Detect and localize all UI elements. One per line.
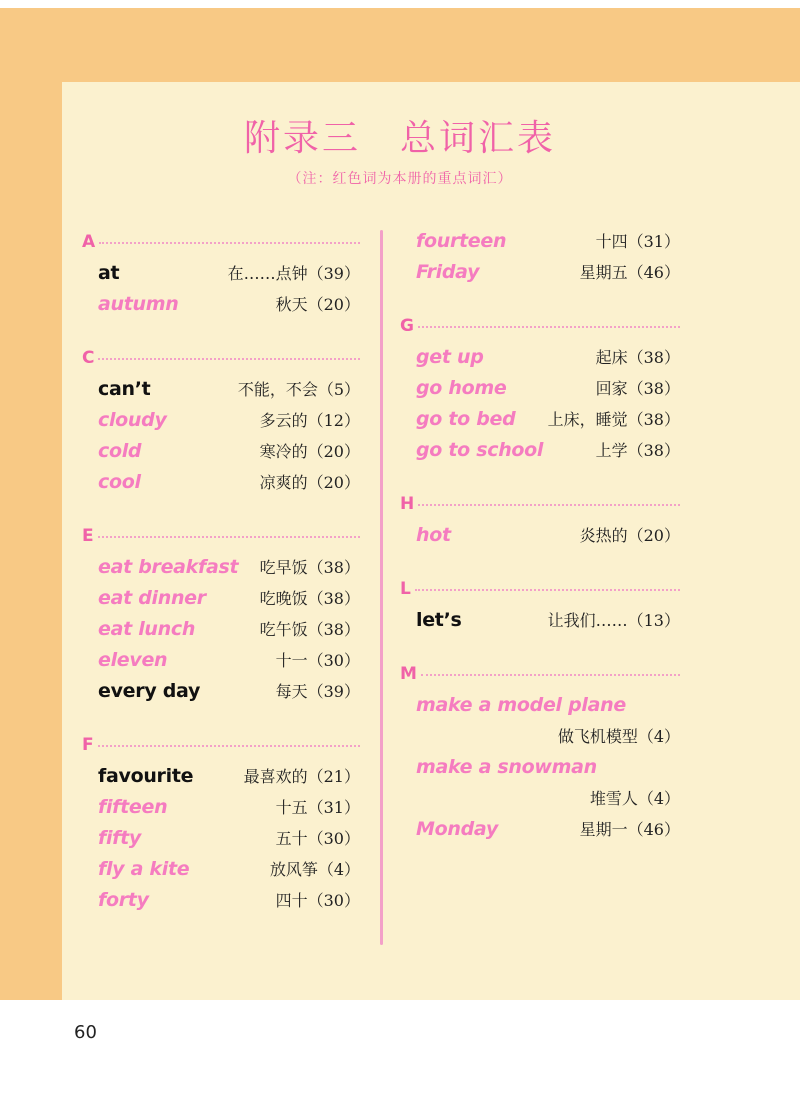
section-header	[400, 488, 680, 520]
letter-section	[82, 729, 360, 916]
dotted-rule	[418, 504, 680, 506]
vocab-entry	[82, 436, 360, 467]
letter-section	[82, 520, 360, 707]
section-header	[82, 342, 360, 374]
vocab-entry	[82, 289, 360, 320]
vocab-meaning: 炎热的（20）	[579, 526, 680, 545]
vocab-word: hot	[416, 524, 451, 546]
vocab-entry	[82, 405, 360, 436]
vocab-word: autumn	[98, 293, 179, 315]
section-header	[82, 226, 360, 258]
vocab-word: Monday	[416, 818, 498, 840]
vocab-entry	[82, 676, 360, 707]
vocab-meaning: 回家（38）	[595, 379, 680, 398]
vocab-word: fifteen	[98, 796, 168, 818]
letter-section	[82, 226, 360, 320]
vocab-meaning: 吃午饭（38）	[259, 620, 360, 639]
vocab-entry	[400, 435, 680, 466]
dotted-rule	[98, 536, 360, 538]
vocab-entry	[82, 645, 360, 676]
vocab-entry	[400, 605, 680, 636]
vocab-word: fifty	[98, 827, 142, 849]
vocab-word: get up	[416, 346, 484, 368]
vocab-word: at	[98, 262, 120, 284]
vocab-entry	[82, 552, 360, 583]
dotted-rule	[98, 358, 360, 360]
vocab-meaning: 上床，睡觉（38）	[547, 410, 680, 429]
left-column	[82, 226, 360, 938]
vocab-entry	[82, 854, 360, 885]
vocab-word: cloudy	[98, 409, 167, 431]
vocab-word: eat breakfast	[98, 556, 239, 578]
vocab-entry	[400, 257, 680, 288]
vocab-entry	[82, 258, 360, 289]
letter-section	[400, 310, 680, 466]
vocab-entry	[400, 752, 680, 814]
bottom-margin	[0, 1000, 800, 1119]
section-letter: C	[82, 348, 95, 368]
letter-section	[82, 342, 360, 498]
top-strip	[0, 0, 800, 8]
vocab-entry	[82, 467, 360, 498]
vocab-word: make a model plane	[416, 694, 626, 716]
section-header	[82, 729, 360, 761]
vocab-word: let’s	[416, 609, 462, 631]
vocab-meaning: 做飞机模型（4）	[557, 727, 680, 746]
page-title: 附录三 总词汇表	[243, 118, 556, 159]
vocab-entry	[82, 583, 360, 614]
letter-section	[400, 573, 680, 636]
section-letter: E	[82, 526, 94, 546]
vocab-meaning: 上学（38）	[595, 441, 680, 460]
vocab-entry	[400, 814, 680, 845]
vocab-meaning: 凉爽的（20）	[259, 473, 360, 492]
vocab-meaning: 让我们……（13）	[547, 611, 680, 630]
vocab-meaning: 十五（31）	[275, 798, 360, 817]
section-header	[400, 573, 680, 605]
vocab-meaning: 最喜欢的（21）	[243, 767, 360, 786]
vocab-word: forty	[98, 889, 149, 911]
vocab-entry	[400, 690, 680, 752]
dotted-rule	[98, 745, 360, 747]
section-header	[82, 520, 360, 552]
vocab-word: go home	[416, 377, 507, 399]
section-letter: M	[400, 664, 417, 684]
vocab-entry	[400, 226, 680, 257]
vocab-word: every day	[98, 680, 201, 702]
dotted-rule	[421, 674, 680, 676]
vocab-meaning: 吃早饭（38）	[259, 558, 360, 577]
section-letter: G	[400, 316, 414, 336]
vocab-word: can’t	[98, 378, 151, 400]
vocab-meaning: 吃晚饭（38）	[259, 589, 360, 608]
vocab-word: cool	[98, 471, 141, 493]
vocab-word: cold	[98, 440, 142, 462]
vocab-meaning: 放风筝（4）	[269, 860, 360, 879]
section-letter: L	[400, 579, 411, 599]
vocab-word: fly a kite	[98, 858, 190, 880]
vocab-word: favourite	[98, 765, 194, 787]
vocab-entry	[82, 761, 360, 792]
vocab-meaning: 起床（38）	[595, 348, 680, 367]
letter-section	[400, 488, 680, 551]
vocab-meaning: 秋天（20）	[275, 295, 360, 314]
vocab-meaning: 四十（30）	[275, 891, 360, 910]
vocab-entry	[400, 404, 680, 435]
vocab-entry	[82, 614, 360, 645]
vocab-meaning: 多云的（12）	[259, 411, 360, 430]
vocab-meaning: 五十（30）	[275, 829, 360, 848]
section-letter: A	[82, 232, 96, 252]
vocab-word: eat dinner	[98, 587, 206, 609]
vocab-word: make a snowman	[416, 756, 597, 778]
vocab-entry	[82, 792, 360, 823]
dotted-rule	[418, 326, 680, 328]
vocab-word: go to bed	[416, 408, 516, 430]
page-number: 60	[74, 1022, 97, 1043]
vocab-meaning: 不能，不会（5）	[237, 380, 360, 399]
vocab-word: eleven	[98, 649, 168, 671]
vocab-meaning: 每天（39）	[275, 682, 360, 701]
vocab-word: fourteen	[416, 230, 507, 252]
right-column	[400, 226, 680, 867]
section-header	[400, 658, 680, 690]
vocab-entry	[82, 885, 360, 916]
vocab-meaning: 十四（31）	[595, 232, 680, 251]
dotted-rule	[415, 589, 680, 591]
letter-section	[400, 658, 680, 845]
vocab-word: go to school	[416, 439, 544, 461]
page-subtitle: （注：红色词为本册的重点词汇）	[287, 171, 513, 187]
vocab-entry	[82, 823, 360, 854]
dotted-rule	[99, 242, 360, 244]
vocab-meaning: 寒冷的（20）	[259, 442, 360, 461]
section-letter: F	[82, 735, 94, 755]
section-letter: H	[400, 494, 415, 514]
vocab-entry	[400, 520, 680, 551]
vocab-entry	[82, 374, 360, 405]
vocab-meaning: 堆雪人（4）	[589, 789, 680, 808]
vocab-meaning: 在……点钟（39）	[227, 264, 360, 283]
vocab-entry	[400, 373, 680, 404]
vocab-word: Friday	[416, 261, 480, 283]
letter-section	[400, 226, 680, 288]
vocab-word: eat lunch	[98, 618, 196, 640]
column-divider	[380, 230, 383, 945]
vocab-meaning: 星期五（46）	[579, 263, 680, 282]
vocab-meaning: 十一（30）	[275, 651, 360, 670]
vocab-entry	[400, 342, 680, 373]
section-header	[400, 310, 680, 342]
vocab-meaning: 星期一（46）	[579, 820, 680, 839]
